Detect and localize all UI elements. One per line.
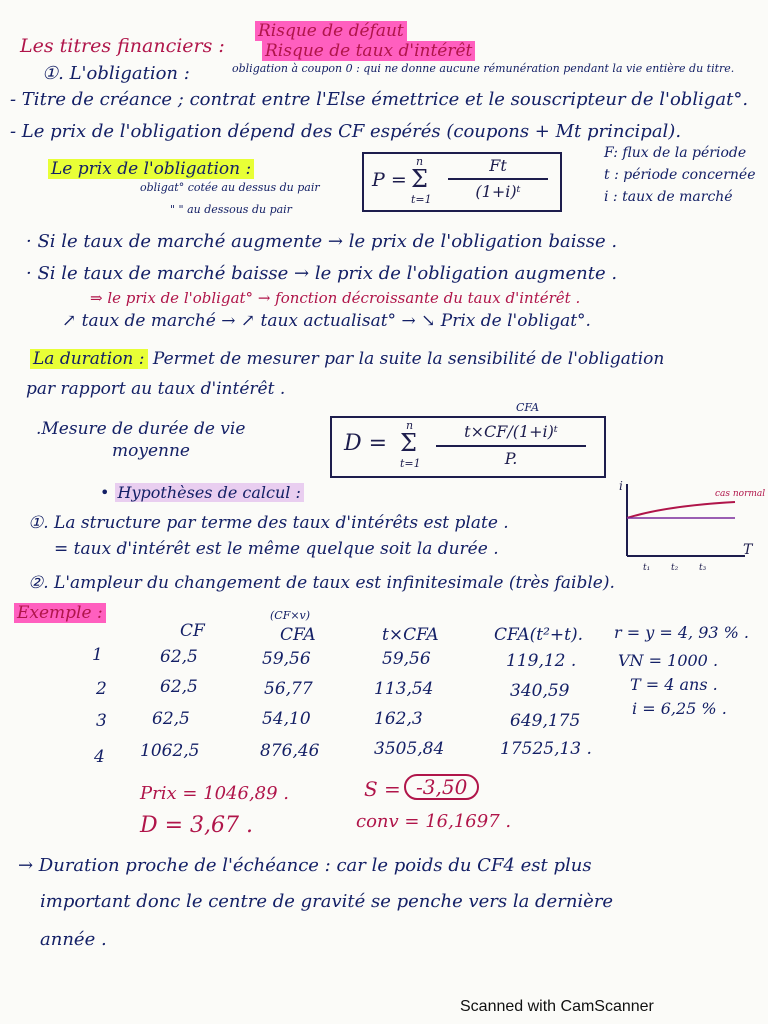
mesure-duree: .Mesure de durée de vie — [36, 419, 246, 439]
fraction-bar — [436, 445, 586, 447]
graph-tick-2: t₂ — [671, 563, 679, 573]
formula-sum-bottom: t=1 — [411, 193, 432, 206]
hypothese-1b: = taux d'intérêt est le même quelque soit la durée . — [54, 539, 499, 559]
camscanner-watermark: Scanned with CamScanner — [460, 998, 654, 1015]
col-header-cf: CF — [180, 621, 205, 641]
result-prix: Prix = 1046,89 . — [140, 783, 290, 804]
line-taux-baisse: · Si le taux de marché baisse → le prix de l'obligation augmente . — [26, 263, 618, 284]
yield-curve-graph — [605, 476, 766, 576]
sigma-icon: Σ — [400, 429, 417, 457]
formula2-lhs: D = — [344, 431, 388, 456]
line-taux-actualisation: ↗ taux de marché → ↗ taux actualisat° → ↘ Prix de l'obligat°. — [62, 311, 591, 331]
formula2-cfa-note: CFA — [516, 401, 540, 414]
graph-curve-label: cas normal — [715, 489, 766, 499]
conclusion-1: → Duration proche de l'échéance : car le poids du CF4 est plus — [18, 855, 592, 876]
table-cell: 1062,5 — [140, 741, 200, 761]
line-fonction-decroissante: ⇒ le prix de l'obligat° → fonction décroissante du taux d'intérêt . — [90, 289, 581, 307]
table-cell: 56,77 — [264, 679, 313, 699]
duration-formula-box — [330, 416, 606, 478]
formula2-sum-top: n — [406, 419, 414, 432]
prix-label: Le prix de l'obligation : — [48, 160, 254, 179]
hypotheses-label: • Hypothèses de calcul : — [100, 484, 304, 502]
formula-denominator: (1+i)ᵗ — [475, 182, 521, 201]
graph-tick-3: t₃ — [699, 563, 707, 573]
duration-line — [30, 350, 664, 369]
formula-lhs: P = — [372, 169, 407, 191]
col-header-cfa: CFA — [280, 625, 316, 645]
table-cell: 340,59 — [510, 681, 570, 701]
formula2-sum-bottom: t=1 — [400, 457, 421, 470]
table-cell: 649,175 — [510, 711, 581, 731]
formula2-denominator: P. — [504, 449, 518, 468]
table-cell: 162,3 — [374, 709, 423, 729]
risk-default: Risque de défaut — [255, 22, 407, 41]
table-cell: 62,5 — [160, 647, 198, 667]
risk-rate: Risque de taux d'intérêt — [262, 42, 475, 61]
line-titre-creance: - Titre de créance ; contrat entre l'Else émettrice et le souscripteur de l'obligat°. — [10, 89, 749, 110]
col-header-tcfa: t×CFA — [382, 625, 439, 645]
result-s-label: S = — [364, 777, 401, 801]
def-f: F: flux de la période — [604, 145, 747, 161]
param-t: T = 4 ans . — [630, 675, 718, 694]
section-title: Les titres financiers : — [20, 35, 225, 57]
row-num: 2 — [96, 679, 107, 699]
table-cell: 54,10 — [262, 709, 311, 729]
table-cell: 119,12 . — [506, 651, 577, 671]
line-prix-depend: - Le prix de l'obligation dépend des CF espérés (coupons + Mt principal). — [10, 121, 682, 142]
price-formula-box — [362, 152, 562, 212]
prix-note-2: " " au dessous du pair — [170, 203, 292, 216]
def-t: t : période concernée — [604, 167, 756, 183]
fraction-bar — [448, 178, 548, 180]
sigma-icon: Σ — [411, 165, 428, 193]
prix-note-1: obligat° cotée au dessus du pair — [140, 181, 320, 194]
line-taux-augmente: · Si le taux de marché augmente → le prix de l'obligation baisse . — [26, 231, 618, 252]
obligation-heading: ①. L'obligation : — [42, 63, 190, 84]
table-cell: 59,56 — [382, 649, 431, 669]
graph-y-label: i — [619, 479, 623, 493]
param-i: i = 6,25 % . — [632, 699, 727, 718]
result-d: D = 3,67 . — [140, 813, 254, 838]
formula-sum-top: n — [416, 155, 424, 168]
conclusion-3: année . — [40, 929, 107, 950]
param-vn: VN = 1000 . — [618, 651, 719, 670]
hypothese-2: ②. L'ampleur du changement de taux est infinitesimale (très faible). — [28, 573, 615, 593]
hypothese-1: ①. La structure par terme des taux d'intérêts est plate . — [28, 513, 509, 533]
moyenne: moyenne — [112, 441, 190, 461]
duration-text-2: par rapport au taux d'intérêt . — [26, 379, 286, 399]
result-s-value: -3,50 — [404, 774, 479, 800]
table-cell: 59,56 — [262, 649, 311, 669]
row-num: 1 — [92, 645, 103, 665]
cfa-note: (CF×v) — [270, 609, 311, 622]
table-cell: 113,54 — [374, 679, 434, 699]
exemple-label: Exemple : — [14, 604, 106, 623]
duration-text: Permet de mesurer par la suite la sensibilité de l'obligation — [152, 349, 665, 369]
formula2-numerator: t×CF/(1+i)ᵗ — [464, 422, 558, 441]
coupon-zero-note: obligation à coupon 0 : qui ne donne aucune rémunération pendant la vie entière du titre. — [232, 62, 735, 75]
result-conv: conv = 16,1697 . — [356, 811, 512, 832]
table-cell: 17525,13 . — [500, 739, 592, 759]
normal-curve — [627, 502, 735, 518]
param-r: r = y = 4, 93 % . — [614, 623, 750, 642]
table-cell: 62,5 — [160, 677, 198, 697]
col-header-cfa2: CFA(t²+t). — [494, 625, 583, 645]
duration-label: La duration : — [30, 349, 148, 369]
def-i: i : taux de marché — [604, 189, 733, 205]
row-num: 4 — [94, 747, 105, 767]
conclusion-2: important donc le centre de gravité se penche vers la dernière — [40, 891, 614, 912]
table-cell: 62,5 — [152, 709, 190, 729]
table-cell: 876,46 — [260, 741, 320, 761]
formula-numerator: Ft — [489, 156, 507, 175]
row-num: 3 — [96, 711, 107, 731]
table-cell: 3505,84 — [374, 739, 445, 759]
graph-x-label: T — [743, 542, 753, 558]
graph-tick-1: t₁ — [643, 563, 651, 573]
